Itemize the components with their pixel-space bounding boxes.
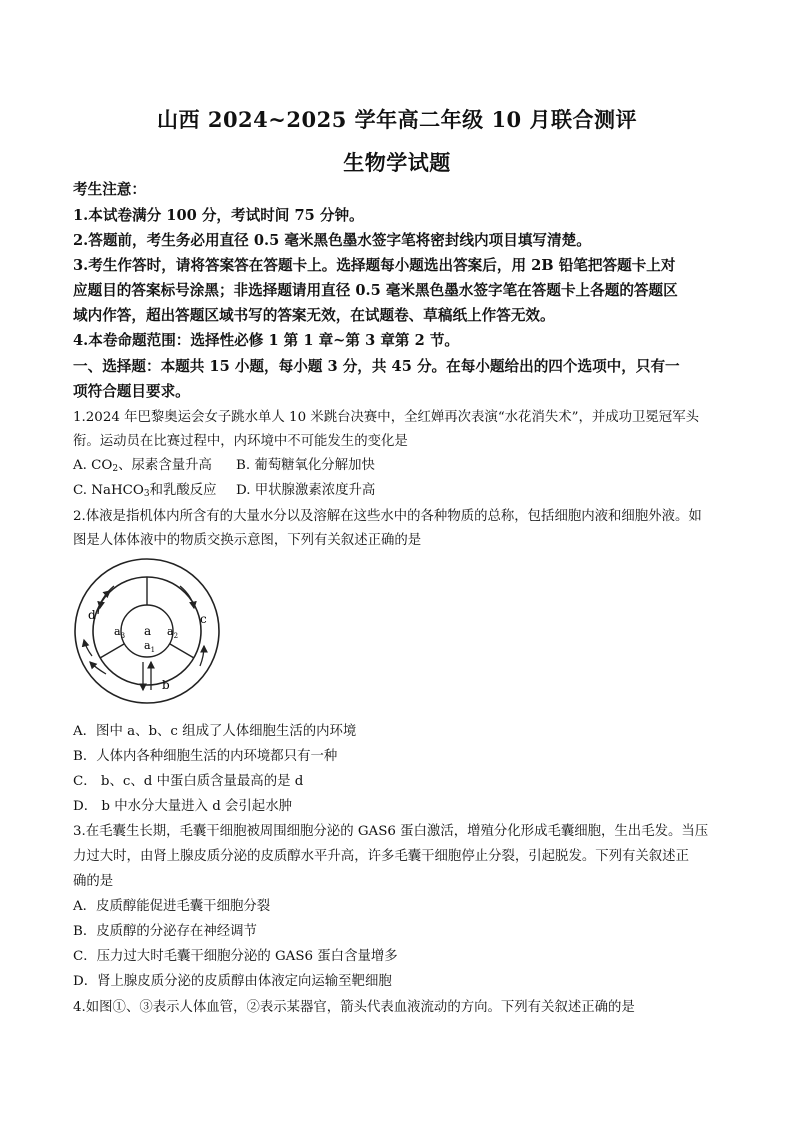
label-a2-sub: 2 bbox=[173, 632, 179, 640]
label-d: d bbox=[88, 608, 96, 622]
question-2-option-a: A．图中 a、b、c 组成了人体细胞生活的内环境 bbox=[73, 724, 357, 739]
option-text: C. NaHCO bbox=[73, 483, 144, 498]
question-3-stem: 3.在毛囊生长期，毛囊干细胞被周围细胞分泌的 GAS6 蛋白激活，增殖分化形成毛囊细胞，生出毛发。当压 bbox=[73, 824, 709, 839]
question-2-option-b: B．人体内各种细胞生活的内环境都只有一种 bbox=[73, 749, 338, 764]
question-1-option-d: D. 甲状腺激素浓度升高 bbox=[236, 483, 376, 498]
option-text: 和乳酸反应 bbox=[149, 483, 217, 498]
question-2-stem: 图是人体体液中的物质交换示意图，下列有关叙述正确的是 bbox=[73, 533, 422, 548]
label-a3: $a_3$ bbox=[114, 625, 126, 640]
label-a: a bbox=[144, 624, 152, 638]
label-b: b bbox=[162, 678, 170, 692]
label-a3-sub: 3 bbox=[120, 632, 126, 640]
notice-item: 3.考生作答时，请将答案答在答题卡上。选择题每小题选出答案后，用 2B 铅笔把答题卡上对 bbox=[73, 257, 676, 274]
label-a1-sub: 1 bbox=[150, 646, 156, 654]
exam-title: 山西 2024~2025 学年高二年级 10 月联合测评 bbox=[157, 107, 637, 132]
question-2-option-c: C． b、c、d 中蛋白质含量最高的是 d bbox=[73, 774, 304, 789]
notice-item: 4.本卷命题范围：选择性必修 1 第 1 章~第 3 章第 2 节。 bbox=[73, 332, 460, 349]
label-a2: $a_2$ bbox=[167, 625, 179, 640]
arrow bbox=[200, 646, 204, 666]
question-3-option-b: B．皮质醇的分泌存在神经调节 bbox=[73, 924, 257, 939]
notice-item: 域内作答，超出答题区域书写的答案无效，在试题卷、草稿纸上作答无效。 bbox=[73, 307, 555, 324]
question-2-option-d: D． b 中水分大量进入 d 会引起水肿 bbox=[73, 799, 292, 814]
option-text: A. CO bbox=[73, 458, 113, 473]
divider-line bbox=[100, 644, 124, 658]
label-a1: $a_1$ bbox=[144, 639, 156, 654]
question-1-option-b: B. 葡萄糖氧化分解加快 bbox=[236, 458, 375, 473]
question-3-stem: 力过大时，由肾上腺皮质分泌的皮质醇水平升高，许多毛囊干细胞停止分裂，引起脱发。下列有关叙述正 bbox=[73, 849, 689, 864]
question-1-option-c bbox=[73, 481, 217, 504]
notice-heading: 考生注意： bbox=[73, 181, 146, 198]
notice-item: 1.本试卷满分 100 分，考试时间 75 分钟。 bbox=[73, 207, 364, 224]
divider-line bbox=[170, 644, 194, 658]
question-3-stem: 确的是 bbox=[73, 874, 114, 889]
question-1-stem: 衔。运动员在比赛过程中，内环境中不可能发生的变化是 bbox=[73, 434, 408, 449]
question-1-stem: 1.2024 年巴黎奥运会女子跳水单人 10 米跳台决赛中，全红婵再次表演“水花消失术”，并成功卫冕冠军头 bbox=[73, 410, 699, 425]
label-c: c bbox=[200, 612, 207, 626]
notice-item: 2.答题前，考生务必用直径 0.5 毫米黑色墨水签字笔将密封线内项目填写清楚。 bbox=[73, 232, 591, 249]
option-text: 、尿素含量升高 bbox=[118, 458, 212, 473]
section-heading-cont: 项符合题目要求。 bbox=[73, 383, 190, 400]
question-2-stem: 2.体液是指机体内所含有的大量水分以及溶解在这些水中的各种物质的总称，包括细胞内液和细胞外液。如 bbox=[73, 509, 702, 524]
notice-item: 应题目的答案标号涂黑；非选择题请用直径 0.5 毫米黑色墨水签字笔在答题卡上各题的答题区 bbox=[73, 282, 678, 299]
question-3-option-a: A．皮质醇能促进毛囊干细胞分裂 bbox=[73, 899, 271, 914]
section-heading: 一、选择题：本题共 15 小题，每小题 3 分，共 45 分。在每小题给出的四个选项中，只有一 bbox=[73, 358, 680, 375]
question-3-option-c: C．压力过大时毛囊干细胞分泌的 GAS6 蛋白含量增多 bbox=[73, 949, 398, 964]
body-fluid-exchange-diagram bbox=[72, 556, 222, 706]
question-1-option-a bbox=[73, 456, 212, 479]
question-4-stem: 4.如图①、③表示人体血管，②表示某器官，箭头代表血液流动的方向。下列有关叙述正确的是 bbox=[73, 1000, 635, 1015]
arrow bbox=[84, 640, 92, 656]
subscript: 3 bbox=[143, 489, 150, 499]
exam-subtitle: 生物学试题 bbox=[343, 150, 451, 175]
question-3-option-d: D．肾上腺皮质分泌的皮质醇由体液定向运输至靶细胞 bbox=[73, 974, 392, 989]
subscript: 2 bbox=[112, 464, 119, 474]
